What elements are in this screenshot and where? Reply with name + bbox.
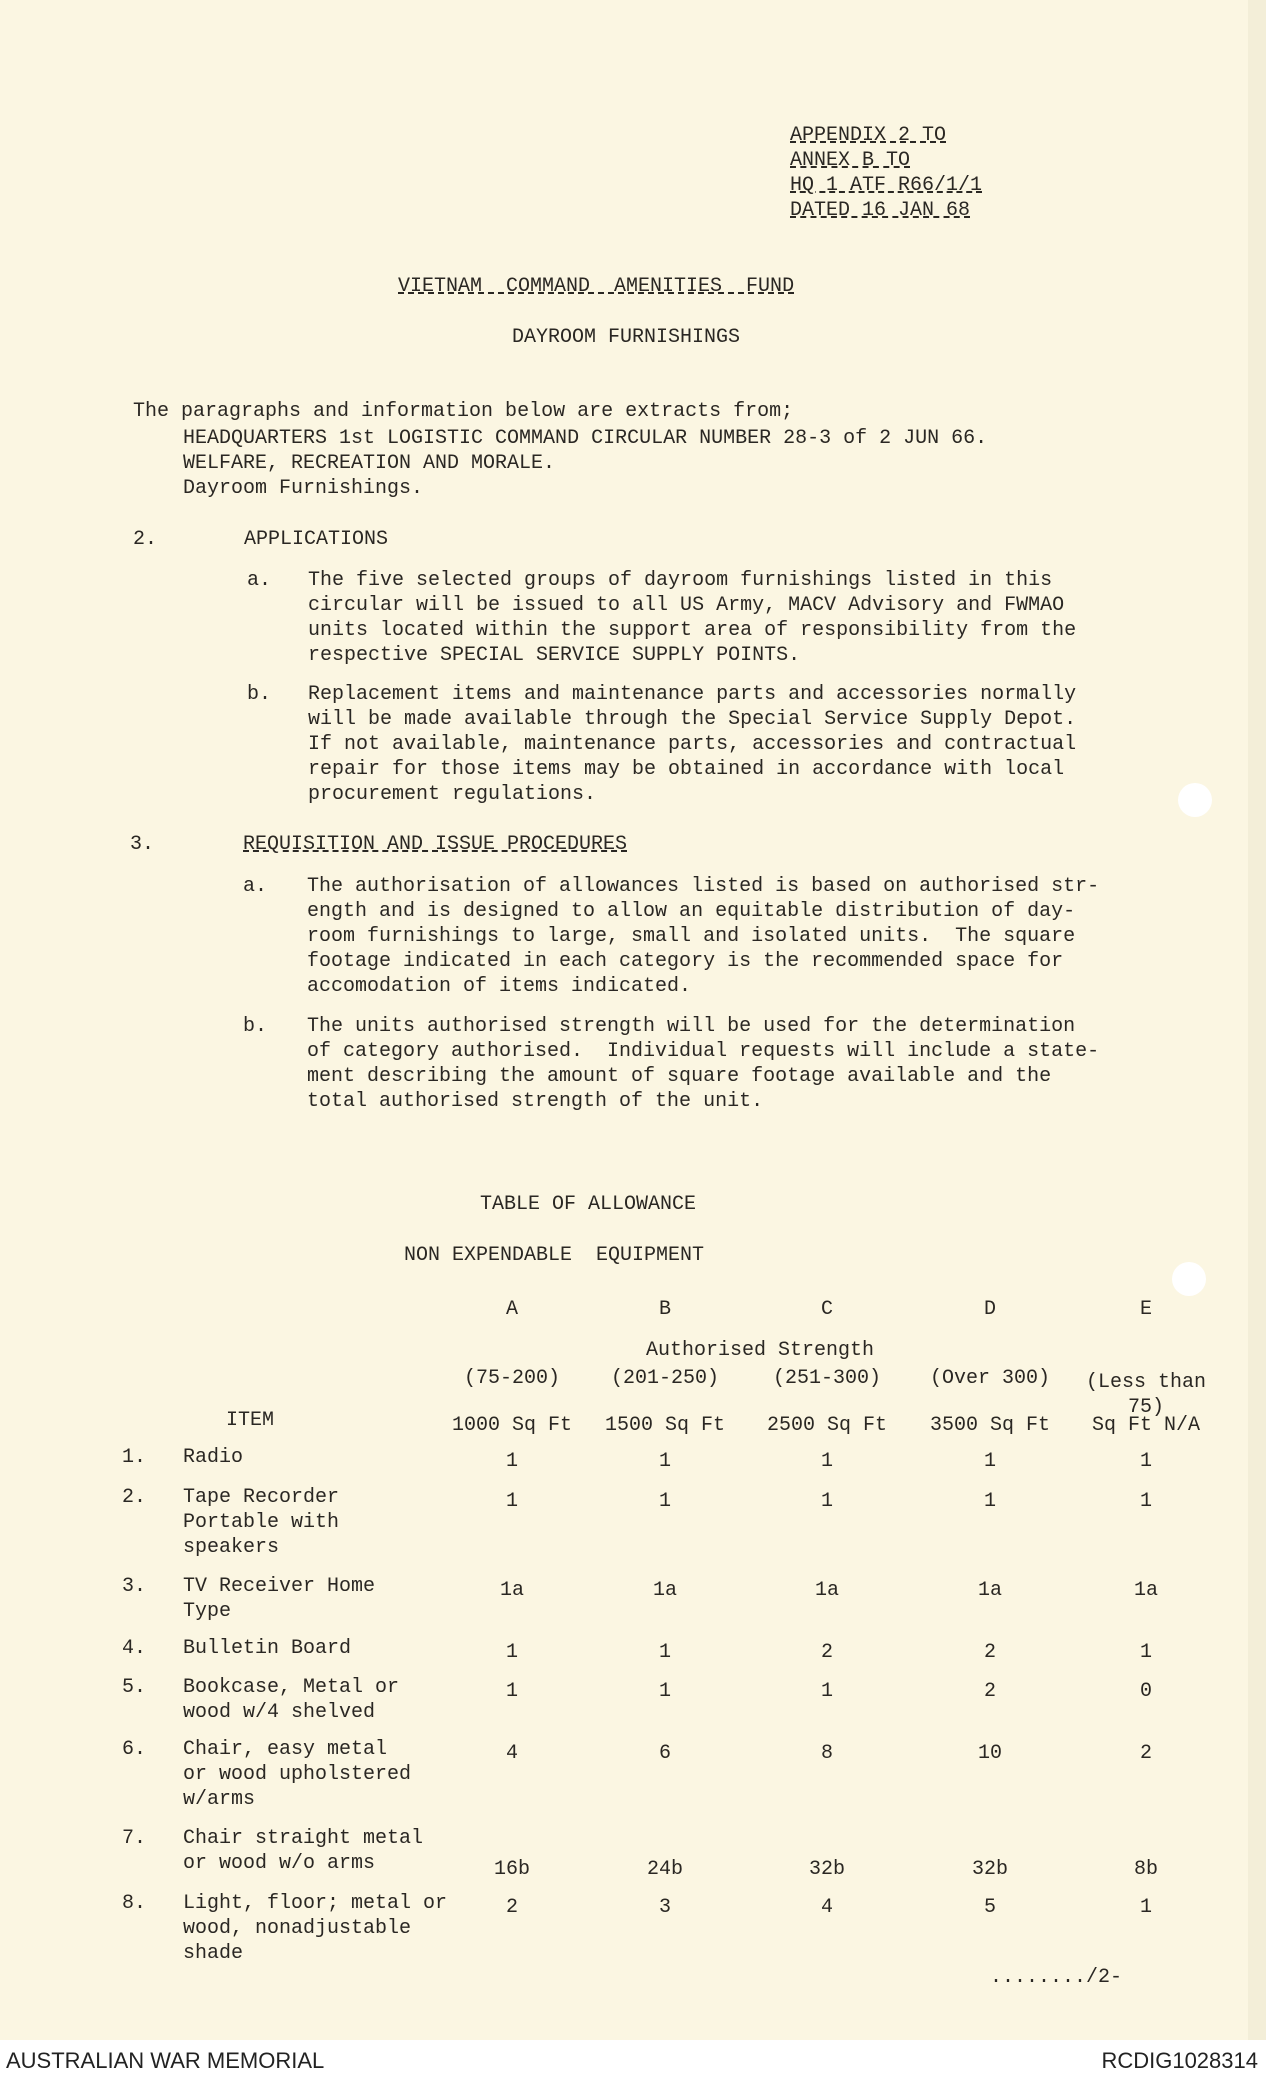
row-value: 10 [977,1742,1003,1765]
column-area: 3500 Sq Ft [929,1414,1051,1437]
column-letter: A [505,1298,519,1321]
punch-hole [1178,783,1212,817]
row-value: 1 [1139,1450,1153,1473]
item-header: ITEM [226,1409,275,1432]
authorised-strength-label: Authorised Strength [645,1339,875,1362]
row-value: 1 [505,1450,519,1473]
section-heading: REQUISITION AND ISSUE PROCEDURES [243,833,628,856]
column-area: 2500 Sq Ft [766,1414,888,1437]
paragraph-line: Replacement items and maintenance parts and accessories normally [308,683,1077,706]
row-value: 6 [658,1742,672,1765]
intro-line: The paragraphs and information below are extracts from; [133,400,794,423]
row-value: 1 [658,1450,672,1473]
row-value: 1a [814,1579,840,1602]
annex-line: ANNEX B TO [790,149,911,172]
row-item-name: Chair, easy metal or wood upholstered w/arms [183,1738,412,1811]
paragraph-line: The units authorised strength will be used for the determination [307,1015,1076,1038]
column-area: 1000 Sq Ft [451,1414,573,1437]
row-value: 24b [646,1858,684,1881]
archive-name: AUSTRALIAN WAR MEMORIAL [6,2048,325,2073]
row-value: 16b [493,1858,531,1881]
row-item-name: Radio [183,1446,244,1469]
item-letter: b. [243,1015,268,1038]
row-item-name: TV Receiver Home Type [183,1575,376,1623]
row-number: 7. [122,1827,147,1850]
dated-line: DATED 16 JAN 68 [790,199,971,222]
column-strength-range: (251-300) [772,1367,882,1390]
row-value: 1 [658,1641,672,1664]
item-letter: a. [243,875,268,898]
row-value: 4 [820,1896,834,1919]
column-strength-range: (75-200) [463,1367,561,1390]
paragraph-line: repair for those items may be obtained in accordance with local [308,758,1065,781]
row-value: 32b [971,1858,1009,1881]
row-value: 1 [1139,1896,1153,1919]
row-number: 2. [122,1486,147,1509]
row-value: 1 [820,1450,834,1473]
row-item-name: Light, floor; metal or wood, nonadjustable shade [183,1892,448,1965]
paragraph-line: The authorisation of allowances listed is based on authorised str- [307,875,1100,898]
column-strength-range: (Less than 75) [1085,1371,1207,1419]
row-value: 2 [983,1680,997,1703]
row-value: 1 [658,1680,672,1703]
column-letter: E [1139,1298,1153,1321]
document-subtitle: DAYROOM FURNISHINGS [512,326,741,349]
row-value: 2 [820,1641,834,1664]
row-value: 1 [1139,1490,1153,1513]
document-title: VIETNAM COMMAND AMENITIES FUND [398,275,795,298]
row-value: 1a [499,1579,525,1602]
footer [0,2040,1266,2081]
paragraph-line: ength and is designed to allow an equitable distribution of day- [307,900,1076,923]
column-area: Sq Ft N/A [1091,1414,1201,1437]
row-value: 1 [820,1680,834,1703]
row-value: 2 [983,1641,997,1664]
row-value: 2 [505,1896,519,1919]
column-letter: C [820,1298,834,1321]
row-item-name: Bulletin Board [183,1637,352,1660]
row-item-name: Tape Recorder Portable with speakers [183,1486,340,1559]
row-value: 1a [652,1579,678,1602]
paragraph-line: will be made available through the Special Service Supply Depot. [308,708,1077,731]
row-value: 1a [1133,1579,1159,1602]
punch-hole [1172,1262,1206,1296]
item-letter: b. [247,683,272,706]
section-heading: APPLICATIONS [244,528,389,551]
section-number: 3. [130,833,155,856]
paragraph-line: accomodation of items indicated. [307,975,692,998]
table-subtitle: NON EXPENDABLE EQUIPMENT [404,1244,705,1267]
paragraph-line: of category authorised. Individual requests will include a state- [307,1040,1100,1063]
row-number: 5. [122,1676,147,1699]
intro-line: WELFARE, RECREATION AND MORALE. [183,452,556,475]
appendix-line: APPENDIX 2 TO [790,124,947,147]
paragraph-line: footage indicated in each category is the recommended space for [307,950,1064,973]
row-value: 3 [658,1896,672,1919]
paragraph-line: The five selected groups of dayroom furnishings listed in this [308,569,1053,592]
row-value: 1 [983,1490,997,1513]
row-value: 4 [505,1742,519,1765]
row-number: 8. [122,1892,147,1915]
paragraph-line: total authorised strength of the unit. [307,1090,764,1113]
row-number: 1. [122,1446,147,1469]
row-number: 4. [122,1637,147,1660]
intro-line: HEADQUARTERS 1st LOGISTIC COMMAND CIRCULAR NUMBER 28-3 of 2 JUN 66. [183,427,988,450]
row-value: 2 [1139,1742,1153,1765]
row-value: 1 [505,1680,519,1703]
paragraph-line: circular will be issued to all US Army, MACV Advisory and FWMAO [308,594,1065,617]
paragraph-line: procurement regulations. [308,783,597,806]
paragraph-line: respective SPECIAL SERVICE SUPPLY POINTS. [308,644,801,667]
row-item-name: Bookcase, Metal or wood w/4 shelved [183,1676,400,1724]
row-value: 0 [1139,1680,1153,1703]
row-item-name: Chair straight metal or wood w/o arms [183,1827,424,1875]
paragraph-line: If not available, maintenance parts, accessories and contractual [308,733,1077,756]
column-letter: B [658,1298,672,1321]
row-value: 1 [1139,1641,1153,1664]
column-strength-range: (Over 300) [929,1367,1051,1390]
row-value: 1 [820,1490,834,1513]
row-value: 32b [808,1858,846,1881]
row-value: 8 [820,1742,834,1765]
row-value: 1 [658,1490,672,1513]
table-title: TABLE OF ALLOWANCE [480,1193,697,1216]
row-value: 8b [1133,1858,1159,1881]
item-letter: a. [247,569,272,592]
paragraph-line: room furnishings to large, small and isolated units. The square [307,925,1076,948]
column-letter: D [983,1298,997,1321]
row-value: 1a [977,1579,1003,1602]
column-area: 1500 Sq Ft [604,1414,726,1437]
row-value: 1 [983,1450,997,1473]
record-id: RCDIG1028314 [1101,2048,1258,2073]
paragraph-line: units located within the support area of responsibility from the [308,619,1077,642]
intro-line: Dayroom Furnishings. [183,477,424,500]
column-strength-range: (201-250) [610,1367,720,1390]
continuation-marker: ......../2- [990,1966,1123,1989]
row-number: 3. [122,1575,147,1598]
section-number: 2. [133,528,158,551]
row-value: 5 [983,1896,997,1919]
reference-line: HQ 1 ATF R66/1/1 [790,174,983,197]
row-number: 6. [122,1738,147,1761]
paper-edge [1248,0,1266,2040]
row-value: 1 [505,1490,519,1513]
row-value: 1 [505,1641,519,1664]
paragraph-line: ment describing the amount of square footage available and the [307,1065,1052,1088]
